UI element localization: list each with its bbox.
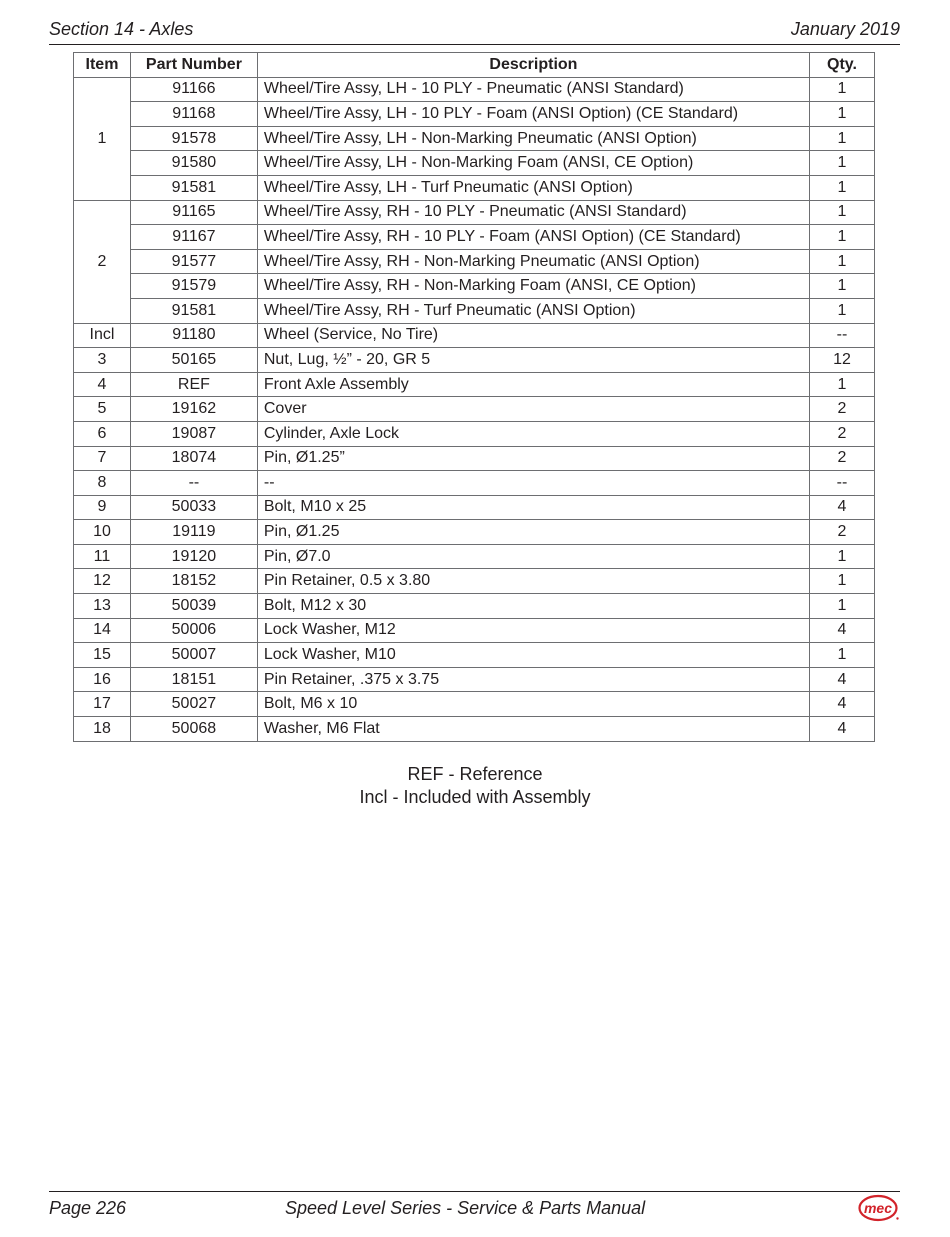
description-cell: Wheel/Tire Assy, RH - 10 PLY - Foam (ANSI Option) (CE Standard): [257, 225, 809, 250]
note-incl: Incl - Included with Assembly: [359, 787, 591, 807]
qty-cell: 1: [810, 200, 875, 225]
item-cell: 3: [74, 348, 131, 373]
table-row: [74, 372, 875, 397]
qty-cell: 1: [810, 151, 875, 176]
qty-cell: 4: [810, 618, 875, 643]
item-cell: 16: [74, 667, 131, 692]
part-number-cell: 91580: [130, 151, 257, 176]
description-cell: Pin Retainer, 0.5 x 3.80: [257, 569, 809, 594]
qty-cell: 1: [810, 102, 875, 127]
header-date: January 2019: [790, 19, 900, 39]
description-cell: Wheel/Tire Assy, RH - Non-Marking Foam (ANSI, CE Option): [257, 274, 809, 299]
description-cell: Pin, Ø1.25: [257, 520, 809, 545]
item-cell: 8: [74, 471, 131, 496]
item-cell: 10: [74, 520, 131, 545]
column-header-qty: Qty.: [810, 53, 875, 78]
description-cell: Wheel/Tire Assy, RH - Non-Marking Pneumatic (ANSI Option): [257, 249, 809, 274]
item-cell: 2: [74, 200, 131, 323]
item-cell: 13: [74, 594, 131, 619]
part-number-cell: 50027: [130, 692, 257, 717]
description-cell: Wheel/Tire Assy, LH - 10 PLY - Foam (ANSI Option) (CE Standard): [257, 102, 809, 127]
part-number-cell: 50039: [130, 594, 257, 619]
item-cell: 4: [74, 372, 131, 397]
table-row: [74, 667, 875, 692]
part-number-cell: 91581: [130, 175, 257, 200]
table-row: [74, 544, 875, 569]
qty-cell: 1: [810, 298, 875, 323]
table-row: [74, 225, 875, 250]
description-cell: Nut, Lug, ½” - 20, GR 5: [257, 348, 809, 373]
description-cell: Wheel/Tire Assy, LH - Turf Pneumatic (ANSI Option): [257, 175, 809, 200]
qty-cell: 2: [810, 421, 875, 446]
item-cell: 18: [74, 717, 131, 742]
item-cell: 9: [74, 495, 131, 520]
qty-cell: 4: [810, 495, 875, 520]
qty-cell: 2: [810, 397, 875, 422]
logo-text: mec: [863, 1200, 893, 1216]
description-cell: Wheel (Service, No Tire): [257, 323, 809, 348]
table-row: [74, 618, 875, 643]
qty-cell: 1: [810, 372, 875, 397]
qty-cell: 4: [810, 692, 875, 717]
logo-dot: [896, 1217, 898, 1219]
parts-table: [73, 52, 875, 742]
table-row: [74, 421, 875, 446]
item-cell: 11: [74, 544, 131, 569]
part-number-cell: 50006: [130, 618, 257, 643]
qty-cell: --: [810, 323, 875, 348]
table-row: [74, 151, 875, 176]
parts-table-body: [74, 77, 875, 741]
description-cell: Bolt, M6 x 10: [257, 692, 809, 717]
item-cell: 1: [74, 77, 131, 200]
item-cell: 15: [74, 643, 131, 668]
table-row: [74, 446, 875, 471]
column-header-item: Item: [74, 53, 131, 78]
table-row: [74, 77, 875, 102]
page-footer: [49, 1191, 900, 1232]
table-row: [74, 323, 875, 348]
table-row: [74, 102, 875, 127]
description-cell: Washer, M6 Flat: [257, 717, 809, 742]
description-cell: --: [257, 471, 809, 496]
part-number-cell: 50165: [130, 348, 257, 373]
table-row: [74, 692, 875, 717]
column-header-part-number: Part Number: [130, 53, 257, 78]
description-cell: Front Axle Assembly: [257, 372, 809, 397]
qty-cell: 1: [810, 274, 875, 299]
description-cell: Cylinder, Axle Lock: [257, 421, 809, 446]
qty-cell: 2: [810, 446, 875, 471]
part-number-cell: 19162: [130, 397, 257, 422]
qty-cell: 1: [810, 569, 875, 594]
description-cell: Wheel/Tire Assy, LH - 10 PLY - Pneumatic (ANSI Standard): [257, 77, 809, 102]
qty-cell: 12: [810, 348, 875, 373]
description-cell: Wheel/Tire Assy, LH - Non-Marking Foam (ANSI, CE Option): [257, 151, 809, 176]
item-cell: 12: [74, 569, 131, 594]
part-number-cell: 18152: [130, 569, 257, 594]
description-cell: Pin, Ø7.0: [257, 544, 809, 569]
table-row: [74, 298, 875, 323]
description-cell: Wheel/Tire Assy, RH - 10 PLY - Pneumatic (ANSI Standard): [257, 200, 809, 225]
item-cell: 17: [74, 692, 131, 717]
part-number-cell: 50068: [130, 717, 257, 742]
part-number-cell: 91165: [130, 200, 257, 225]
table-row: [74, 717, 875, 742]
description-cell: Cover: [257, 397, 809, 422]
description-cell: Lock Washer, M10: [257, 643, 809, 668]
part-number-cell: 18074: [130, 446, 257, 471]
table-row: [74, 495, 875, 520]
part-number-cell: 91168: [130, 102, 257, 127]
part-number-cell: 91577: [130, 249, 257, 274]
item-cell: 7: [74, 446, 131, 471]
qty-cell: 4: [810, 667, 875, 692]
part-number-cell: 18151: [130, 667, 257, 692]
note-ref: REF - Reference: [407, 764, 543, 784]
qty-cell: 1: [810, 77, 875, 102]
part-number-cell: 91579: [130, 274, 257, 299]
qty-cell: 1: [810, 643, 875, 668]
item-cell: 6: [74, 421, 131, 446]
part-number-cell: 19120: [130, 544, 257, 569]
part-number-cell: REF: [130, 372, 257, 397]
part-number-cell: 19087: [130, 421, 257, 446]
mec-logo: [858, 1194, 900, 1222]
page-header: [49, 18, 900, 45]
table-row: [74, 594, 875, 619]
description-cell: Lock Washer, M12: [257, 618, 809, 643]
description-cell: Bolt, M12 x 30: [257, 594, 809, 619]
column-header-description: Description: [257, 53, 809, 78]
part-number-cell: 91166: [130, 77, 257, 102]
table-row: [74, 471, 875, 496]
qty-cell: 1: [810, 225, 875, 250]
item-cell: 14: [74, 618, 131, 643]
table-row: [74, 274, 875, 299]
description-cell: Wheel/Tire Assy, RH - Turf Pneumatic (ANSI Option): [257, 298, 809, 323]
description-cell: Pin, Ø1.25”: [257, 446, 809, 471]
description-cell: Wheel/Tire Assy, LH - Non-Marking Pneumatic (ANSI Option): [257, 126, 809, 151]
part-number-cell: 91167: [130, 225, 257, 250]
part-number-cell: 91581: [130, 298, 257, 323]
qty-cell: 1: [810, 544, 875, 569]
section-title: Section 14 - Axles: [49, 19, 194, 39]
part-number-cell: 50007: [130, 643, 257, 668]
qty-cell: --: [810, 471, 875, 496]
part-number-cell: --: [130, 471, 257, 496]
table-row: [74, 397, 875, 422]
table-row: [74, 249, 875, 274]
page-number: Page 226: [49, 1198, 127, 1218]
description-cell: Bolt, M10 x 25: [257, 495, 809, 520]
part-number-cell: 19119: [130, 520, 257, 545]
qty-cell: 1: [810, 175, 875, 200]
qty-cell: 4: [810, 717, 875, 742]
item-cell: Incl: [74, 323, 131, 348]
legend-notes: [0, 763, 950, 809]
part-number-cell: 50033: [130, 495, 257, 520]
table-row: [74, 200, 875, 225]
manual-title: Speed Level Series - Service & Parts Manual: [285, 1198, 646, 1218]
qty-cell: 1: [810, 249, 875, 274]
description-cell: Pin Retainer, .375 x 3.75: [257, 667, 809, 692]
table-row: [74, 643, 875, 668]
qty-cell: 1: [810, 594, 875, 619]
table-row: [74, 348, 875, 373]
table-header-row: [74, 53, 875, 78]
table-row: [74, 126, 875, 151]
qty-cell: 2: [810, 520, 875, 545]
table-row: [74, 569, 875, 594]
qty-cell: 1: [810, 126, 875, 151]
table-row: [74, 520, 875, 545]
table-row: [74, 175, 875, 200]
part-number-cell: 91180: [130, 323, 257, 348]
part-number-cell: 91578: [130, 126, 257, 151]
item-cell: 5: [74, 397, 131, 422]
